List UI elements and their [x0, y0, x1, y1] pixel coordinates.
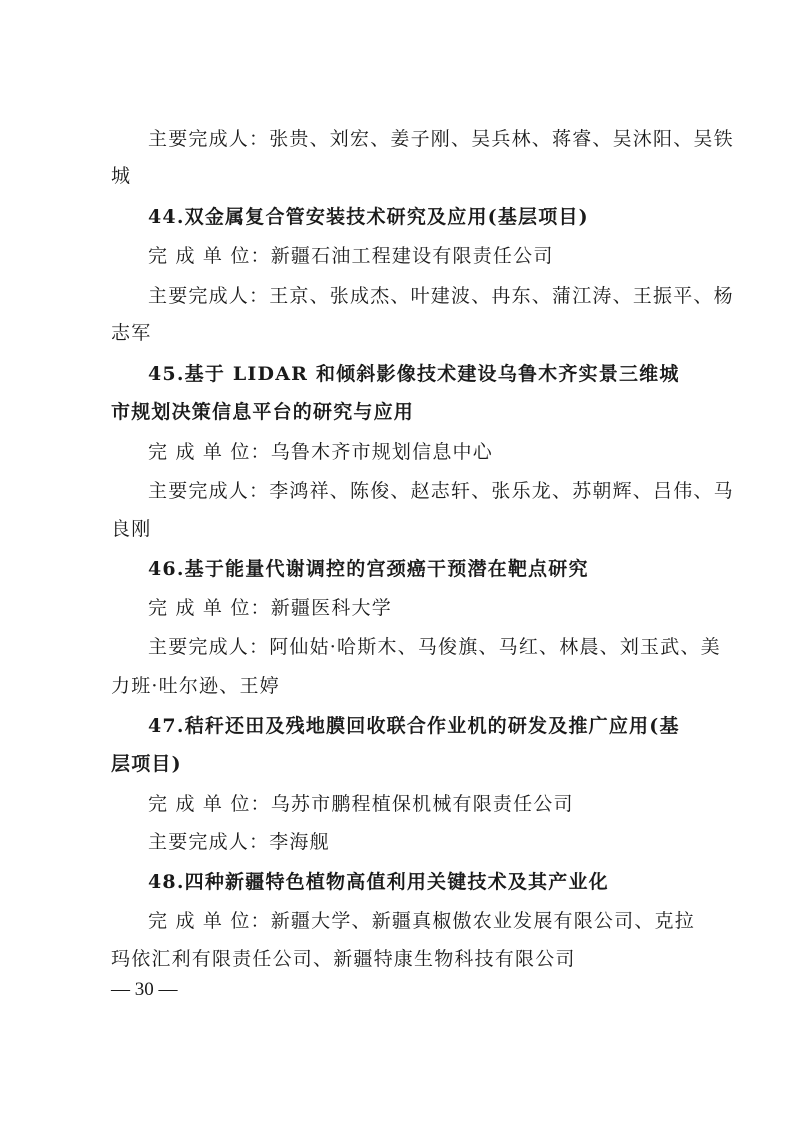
line-4: 完 成 单 位：新疆石油工程建设有限责任公司 [148, 245, 554, 267]
line-18: 完 成 单 位：乌苏市鹏程植保机械有限责任公司 [148, 793, 574, 815]
line-2: 城 [111, 165, 132, 187]
line-22: 玛依汇利有限责任公司、新疆特康生物科技有限公司 [111, 948, 576, 970]
line-15: 力班·吐尔逊、王婷 [111, 675, 280, 697]
project-47-title-cont: 层项目) [111, 753, 182, 775]
project-47-title: 47.秸秆还田及残地膜回收联合作业机的研发及推广应用(基 [148, 715, 680, 737]
line-19: 主要完成人：李海舰 [148, 831, 330, 853]
project-48-title: 48.四种新疆特色植物高值利用关键技术及其产业化 [148, 871, 609, 893]
line-21: 完 成 单 位：新疆大学、新疆真椒傲农业发展有限公司、克拉 [148, 910, 695, 932]
line-14: 主要完成人：阿仙姑·哈斯木、马俊旗、马红、林晨、刘玉武、美 [148, 636, 721, 658]
project-45-title: 45.基于 LIDAR 和倾斜影像技术建设乌鲁木齐实景三维城 [148, 363, 680, 385]
project-46-title: 46.基于能量代谢调控的宫颈癌干预潜在靶点研究 [148, 558, 589, 580]
line-13: 完 成 单 位：新疆医科大学 [148, 597, 392, 619]
line-10: 主要完成人：李鸿祥、陈俊、赵志轩、张乐龙、苏朝辉、吕伟、马 [148, 480, 734, 502]
line-6: 志军 [111, 322, 152, 344]
page-number: — 30 — [111, 979, 178, 1000]
project-45-title-cont: 市规划决策信息平台的研究与应用 [111, 401, 415, 423]
project-44-title: 44.双金属复合管安装技术研究及应用(基层项目) [148, 206, 589, 228]
line-1: 主要完成人：张贵、刘宏、姜子刚、吴兵林、蒋睿、吴沐阳、吴铁 [148, 128, 734, 150]
line-11: 良刚 [111, 518, 152, 540]
line-5: 主要完成人：王京、张成杰、叶建波、冉东、蒲江涛、王振平、杨 [148, 285, 734, 307]
line-9: 完 成 单 位：乌鲁木齐市规划信息中心 [148, 441, 493, 463]
